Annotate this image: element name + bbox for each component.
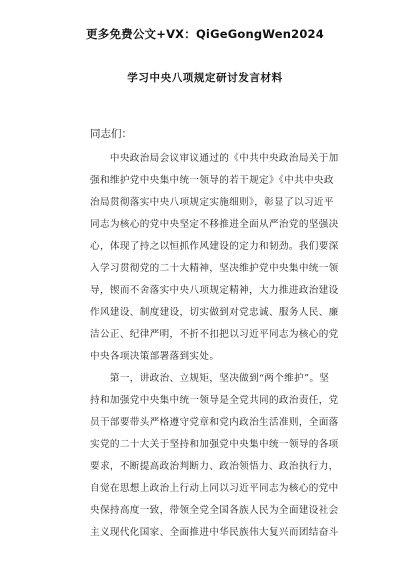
text-line: 洁公正、纪律严明，不折不扣把以习近平同志为核心的党 (90, 329, 339, 340)
text-line: 主义现代化国家、全面推进中华民族伟大复兴而团结奋斗 (90, 527, 339, 538)
text-line: 实党的二十大关于坚持和加强党中央集中统一领导的各项 (90, 439, 339, 450)
text-line: 要求，不断提高政治判断力、政治领悟力、政治执行力， (90, 461, 339, 472)
body-text (90, 148, 355, 544)
text-line: 同志为核心的党中央坚定不移推进全面从严治党的坚强决 (90, 219, 339, 230)
document-title: 学习中央八项规定研讨发言材料 (127, 72, 283, 84)
text-line: 中央政治局会议审议通过的《中共中央政治局关于加 (90, 153, 339, 164)
salutation: 同志们： (90, 128, 132, 140)
text-line: 自觉在思想上政治上行动上同以习近平同志为核心的党中 (90, 483, 339, 494)
text-line: 入学习贯彻党的二十大精神，坚决维护党中央集中统一领 (90, 263, 339, 274)
text-line: 心，体现了持之以恒抓作风建设的定力和韧劲。我们要深 (90, 241, 339, 252)
text-line: 第一，讲政治、立规矩，坚决做到“两个维护”。坚 (90, 373, 330, 384)
text-line: 持和加强党中央集中统一领导是全党共同的政治责任，党 (90, 395, 339, 406)
header-banner: 更多免费公文+VX：QiGeGongWen2024 (86, 27, 324, 41)
text-line: 导，锲而不舍落实中央八项规定精神，大力推进政治建设 (90, 285, 339, 296)
text-line: 中央各项决策部署落到实处。 (90, 351, 220, 362)
text-line: 央保持高度一致，带领全党全国各族人民为全面建设社会 (90, 505, 339, 516)
text-line: 员干部要带头严格遵守党章和党内政治生活准则，全面落 (90, 417, 339, 428)
text-line: 作风建设、制度建设，切实做到对党忠诚、服务人民、廉 (90, 307, 339, 318)
text-line: 治局贯彻落实中央八项规定实施细则》，彰显了以习近平 (90, 197, 334, 208)
text-line: 强和维护党中央集中统一领导的若干规定》《中共中央政 (90, 175, 334, 186)
